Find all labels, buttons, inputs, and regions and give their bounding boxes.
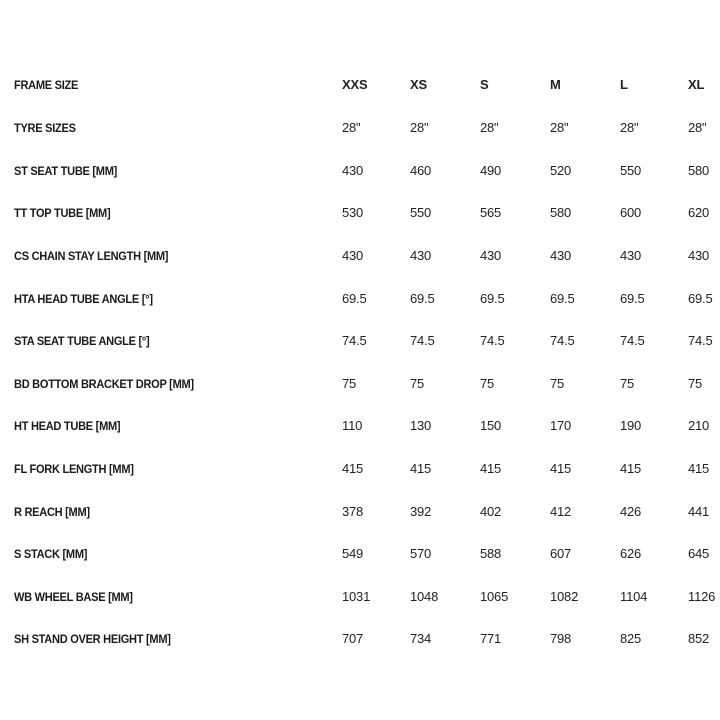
table-row [0, 500, 720, 524]
cell-value: 1082 [550, 589, 579, 604]
cell-value: 600 [620, 205, 642, 220]
row-label: CS CHAIN STAY LENGTH [MM] [14, 249, 169, 263]
cell-value: 460 [410, 163, 432, 178]
cell-value: 430 [550, 248, 572, 263]
cell-value: 74.5 [480, 333, 505, 348]
cell-value: 580 [550, 205, 572, 220]
table-row [0, 585, 720, 609]
row-label: S STACK [MM] [14, 547, 88, 561]
row-label: HTA HEAD TUBE ANGLE [°] [14, 292, 153, 306]
cell-value: 74.5 [688, 333, 713, 348]
size-header: L [620, 77, 628, 92]
row-label: R REACH [MM] [14, 505, 90, 519]
cell-value: 1126 [688, 589, 716, 604]
cell-value: 392 [410, 504, 432, 519]
cell-value: 645 [688, 546, 710, 561]
cell-value: 550 [410, 205, 432, 220]
cell-value: 378 [342, 504, 364, 519]
cell-value: 530 [342, 205, 364, 220]
cell-value: 620 [688, 205, 710, 220]
cell-value: 570 [410, 546, 432, 561]
cell-value: 1065 [480, 589, 509, 604]
row-label: BD BOTTOM BRACKET DROP [MM] [14, 377, 194, 391]
cell-value: 28" [342, 120, 361, 135]
cell-value: 69.5 [410, 291, 435, 306]
table-row [0, 201, 720, 225]
cell-value: 412 [550, 504, 572, 519]
cell-value: 1104 [620, 589, 648, 604]
table-row [0, 244, 720, 268]
size-header: XXS [342, 77, 368, 92]
cell-value: 734 [410, 631, 432, 646]
table-row [0, 159, 720, 183]
cell-value: 74.5 [410, 333, 435, 348]
row-label: ST SEAT TUBE [MM] [14, 164, 118, 178]
cell-value: 607 [550, 546, 572, 561]
cell-value: 69.5 [688, 291, 713, 306]
cell-value: 430 [342, 248, 364, 263]
cell-value: 75 [550, 376, 565, 391]
table-row [0, 116, 720, 140]
cell-value: 441 [688, 504, 710, 519]
table-row [0, 457, 720, 481]
cell-value: 170 [550, 418, 572, 433]
row-label: STA SEAT TUBE ANGLE [°] [14, 334, 150, 348]
cell-value: 588 [480, 546, 502, 561]
cell-value: 415 [410, 461, 432, 476]
table-row [0, 287, 720, 311]
cell-value: 75 [620, 376, 635, 391]
row-label: HT HEAD TUBE [MM] [14, 419, 121, 433]
row-label: WB WHEEL BASE [MM] [14, 590, 133, 604]
cell-value: 74.5 [550, 333, 575, 348]
cell-value: 69.5 [480, 291, 505, 306]
cell-value: 565 [480, 205, 502, 220]
cell-value: 75 [688, 376, 703, 391]
cell-value: 69.5 [620, 291, 645, 306]
cell-value: 430 [688, 248, 710, 263]
cell-value: 74.5 [620, 333, 645, 348]
cell-value: 69.5 [342, 291, 367, 306]
cell-value: 28" [480, 120, 499, 135]
table-row [0, 372, 720, 396]
cell-value: 415 [688, 461, 710, 476]
cell-value: 110 [342, 418, 363, 433]
cell-value: 490 [480, 163, 502, 178]
table-header-row [0, 73, 720, 97]
cell-value: 150 [480, 418, 502, 433]
cell-value: 520 [550, 163, 572, 178]
cell-value: 426 [620, 504, 642, 519]
row-label: TYRE SIZES [14, 121, 76, 135]
cell-value: 69.5 [550, 291, 575, 306]
cell-value: 190 [620, 418, 642, 433]
cell-value: 130 [410, 418, 432, 433]
cell-value: 626 [620, 546, 642, 561]
cell-value: 402 [480, 504, 502, 519]
row-label: FRAME SIZE [14, 78, 79, 92]
size-header: XL [688, 77, 705, 92]
row-label: FL FORK LENGTH [MM] [14, 462, 134, 476]
cell-value: 75 [342, 376, 357, 391]
cell-value: 1031 [342, 589, 371, 604]
cell-value: 28" [550, 120, 569, 135]
cell-value: 771 [480, 631, 502, 646]
row-label: SH STAND OVER HEIGHT [MM] [14, 632, 171, 646]
cell-value: 415 [480, 461, 502, 476]
cell-value: 550 [620, 163, 642, 178]
cell-value: 430 [480, 248, 502, 263]
size-header: S [480, 77, 489, 92]
cell-value: 28" [620, 120, 639, 135]
table-row [0, 329, 720, 353]
cell-value: 852 [688, 631, 710, 646]
cell-value: 430 [410, 248, 432, 263]
cell-value: 210 [688, 418, 710, 433]
cell-value: 75 [410, 376, 425, 391]
cell-value: 28" [688, 120, 707, 135]
table-row [0, 627, 720, 651]
row-label: TT TOP TUBE [MM] [14, 206, 111, 220]
cell-value: 580 [688, 163, 710, 178]
table-row [0, 414, 720, 438]
cell-value: 430 [620, 248, 642, 263]
cell-value: 415 [342, 461, 364, 476]
cell-value: 415 [620, 461, 642, 476]
size-header: M [550, 77, 561, 92]
size-header: XS [410, 77, 427, 92]
table-row [0, 542, 720, 566]
cell-value: 1048 [410, 589, 439, 604]
cell-value: 825 [620, 631, 642, 646]
cell-value: 549 [342, 546, 364, 561]
cell-value: 798 [550, 631, 572, 646]
cell-value: 430 [342, 163, 364, 178]
cell-value: 415 [550, 461, 572, 476]
cell-value: 707 [342, 631, 364, 646]
cell-value: 74.5 [342, 333, 367, 348]
cell-value: 28" [410, 120, 429, 135]
cell-value: 75 [480, 376, 495, 391]
